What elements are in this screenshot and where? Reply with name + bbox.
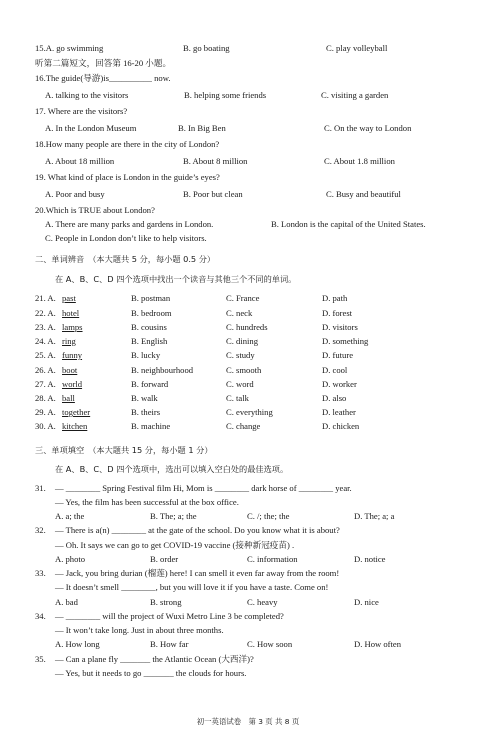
passage2-instruction-row: [0, 57, 496, 70]
q25-option-a: funny: [62, 350, 83, 360]
q23-option-c: C. hundreds: [226, 322, 268, 332]
q34-option-b: B. How far: [150, 639, 189, 649]
q23-num: 23. A.: [35, 322, 56, 332]
q34-option-c: C. How soon: [247, 639, 293, 649]
q20-stem-row: [0, 204, 496, 217]
q24-option-a: ring: [62, 336, 76, 346]
q33-text2: — It doesn’t smell ________, but you will love it if you have a taste. Come on!: [55, 582, 329, 592]
section3-heading: 三、单项填空 （本大题共 15 分，每小题 1 分）: [35, 445, 213, 455]
q34-text1: — ________ will the project of Wuxi Metro Line 3 be completed?: [55, 611, 284, 621]
q16-stem: 16.The guide(导游)is__________ now.: [35, 73, 171, 83]
q35-text2: — Yes, but it needs to go _______ the clouds for hours.: [55, 668, 247, 678]
q31-text1: — ________ Spring Festival film Hi, Mom is ________ dark horse of ________ year.: [55, 483, 352, 493]
q20-option-c: C. People in London don’t like to help visitors.: [45, 233, 207, 243]
q34-option-d: D. How often: [354, 639, 402, 649]
q22-option-c: C. neck: [226, 308, 253, 318]
q18-option-a: A. About 18 million: [45, 156, 115, 166]
q15-options: [0, 42, 496, 55]
q21-option-c: C. France: [226, 293, 260, 303]
q21-option-b: B. postman: [131, 293, 171, 303]
q32-num: 32.: [35, 525, 46, 535]
q23-row: [0, 321, 496, 334]
q32-option-c: C. information: [247, 554, 298, 564]
q27-option-b: B. forward: [131, 379, 169, 389]
q24-option-c: C. dining: [226, 336, 258, 346]
section3-instruction-row: [0, 463, 496, 476]
q22-option-b: B. bedroom: [131, 308, 172, 318]
q21-option-d: D. path: [322, 293, 348, 303]
q17-option-c: C. On the way to London: [324, 123, 412, 133]
q25-num: 25. A.: [35, 350, 56, 360]
q28-option-b: B. walk: [131, 393, 158, 403]
q33-text1: — Jack, you bring durian (榴莲) here! I can smell it even far away from the room!: [55, 568, 340, 578]
q20-option-b: B. London is the capital of the United States.: [271, 219, 426, 229]
q22-option-d: D. forest: [322, 308, 353, 318]
q25-option-b: B. lucky: [131, 350, 161, 360]
q24-option-d: D. something: [322, 336, 369, 346]
q34-option-a: A. How long: [55, 639, 100, 649]
q33-option-b: B. strong: [150, 597, 182, 607]
q19-option-c: C. Busy and beautiful: [326, 189, 401, 199]
q32-option-b: B. order: [150, 554, 179, 564]
q23-option-b: B. cousins: [131, 322, 167, 332]
q16-option-a: A. talking to the visitors: [45, 90, 129, 100]
q29-option-d: D. leather: [322, 407, 356, 417]
q30-option-c: C. change: [226, 421, 261, 431]
q33-num: 33.: [35, 568, 46, 578]
q24-option-b: B. English: [131, 336, 168, 346]
section2-heading-row: [0, 253, 496, 266]
q24-row: [0, 335, 496, 348]
q27-option-c: C. word: [226, 379, 254, 389]
q31-text2: — Yes, the film has been successful at the box office.: [55, 497, 239, 507]
q27-option-d: D. worker: [322, 379, 357, 389]
q31-options: [0, 510, 496, 523]
q34-line1: [0, 610, 496, 623]
q35-text1: — Can a plane fly _______ the Atlantic Ocean (大西洋)?: [55, 654, 254, 664]
q30-option-d: D. chicken: [322, 421, 360, 431]
q17-option-b: B. In Big Ben: [178, 123, 226, 133]
q29-option-c: C. everything: [226, 407, 273, 417]
q31-option-b: B. The; a; the: [150, 511, 197, 521]
q32-line2: [0, 539, 496, 552]
section3-instruction: 在 A、B、C、D 四个选项中，选出可以填入空白处的最佳选项。: [55, 464, 289, 474]
q33-line2: [0, 581, 496, 594]
q21-option-a: past: [62, 293, 76, 303]
q25-row: [0, 349, 496, 362]
q26-option-c: C. smooth: [226, 365, 262, 375]
q18-option-b: B. About 8 million: [183, 156, 248, 166]
q35-num: 35.: [35, 654, 46, 664]
q26-row: [0, 364, 496, 377]
q25-option-c: C. study: [226, 350, 255, 360]
q19-options: [0, 188, 496, 201]
q16-stem-row: [0, 72, 496, 85]
q32-text1: — There is a(n) ________ at the gate of the school. Do you know what it is about?: [55, 525, 340, 535]
q29-option-a: together: [62, 407, 91, 417]
q28-option-d: D. also: [322, 393, 347, 403]
q34-num: 34.: [35, 611, 46, 621]
q32-options: [0, 553, 496, 566]
q28-option-c: C. talk: [226, 393, 249, 403]
q19-stem: 19. What kind of place is London in the guide’s eyes?: [35, 172, 220, 182]
q25-option-d: D. future: [322, 350, 354, 360]
q35-line1: [0, 653, 496, 666]
q31-option-c: C. /; the; the: [247, 511, 290, 521]
q27-option-a: world: [62, 379, 83, 389]
q33-option-a: A. bad: [55, 597, 78, 607]
section2-instruction-row: [0, 273, 496, 286]
q23-option-a: lamps: [62, 322, 83, 332]
q15-option-c: C. play volleyball: [326, 43, 388, 53]
q18-options: [0, 155, 496, 168]
q19-stem-row: [0, 171, 496, 184]
q24-num: 24. A.: [35, 336, 56, 346]
q33-option-d: D. nice: [354, 597, 379, 607]
q28-num: 28. A.: [35, 393, 56, 403]
q22-option-a: hotel: [62, 308, 80, 318]
q31-option-a: A. a; the: [55, 511, 85, 521]
q32-option-d: D. notice: [354, 554, 386, 564]
q15-option-a: 15.A. go swimming: [35, 43, 104, 53]
q18-stem-row: [0, 138, 496, 151]
q29-option-b: B. theirs: [131, 407, 161, 417]
q19-option-a: A. Poor and busy: [45, 189, 105, 199]
q31-line2: [0, 496, 496, 509]
q28-option-a: ball: [62, 393, 75, 403]
page-footer: 初一英语试卷 第 3 页 共 8 页: [196, 717, 300, 726]
q20-stem: 20.Which is TRUE about London?: [35, 205, 155, 215]
q33-line1: [0, 567, 496, 580]
q16-option-c: C. visiting a garden: [321, 90, 389, 100]
q29-num: 29. A.: [35, 407, 56, 417]
q17-option-a: A. In the London Museum: [45, 123, 137, 133]
q28-row: [0, 392, 496, 405]
q30-option-b: B. machine: [131, 421, 171, 431]
q31-num: 31.: [35, 483, 46, 493]
q30-row: [0, 420, 496, 433]
q29-row: [0, 406, 496, 419]
q31-line1: [0, 482, 496, 495]
q21-row: [0, 292, 496, 305]
q33-option-c: C. heavy: [247, 597, 278, 607]
q19-option-b: B. Poor but clean: [183, 189, 243, 199]
q34-line2: [0, 624, 496, 637]
q22-num: 22. A.: [35, 308, 56, 318]
q16-option-b: B. helping some friends: [184, 90, 267, 100]
q26-option-a: boot: [62, 365, 78, 375]
q20-options-2: [0, 232, 496, 245]
q23-option-d: D. visitors: [322, 322, 358, 332]
section2-instruction: 在 A、B、C、D 四个选项中找出一个读音与其他三个不同的单词。: [55, 274, 297, 284]
section3-heading-row: [0, 444, 496, 457]
q26-option-d: D. cool: [322, 365, 348, 375]
q30-option-a: kitchen: [62, 421, 88, 431]
q21-num: 21. A.: [35, 293, 56, 303]
q17-stem-row: [0, 105, 496, 118]
q30-num: 30. A.: [35, 421, 56, 431]
q15-option-b: B. go boating: [183, 43, 230, 53]
q27-num: 27. A.: [35, 379, 56, 389]
q31-option-d: D. The; a; a: [354, 511, 395, 521]
q34-options: [0, 638, 496, 651]
passage2-instruction: 听第二篇短文，回答第 16-20 小题。: [35, 58, 172, 68]
q18-stem: 18.How many people are there in the city of London?: [35, 139, 220, 149]
q26-option-b: B. neighbourhood: [131, 365, 194, 375]
q32-line1: [0, 524, 496, 537]
q27-row: [0, 378, 496, 391]
q35-line2: [0, 667, 496, 680]
q16-options: [0, 89, 496, 102]
q32-option-a: A. photo: [55, 554, 86, 564]
q22-row: [0, 307, 496, 320]
q33-options: [0, 596, 496, 609]
q26-num: 26. A.: [35, 365, 56, 375]
q20-option-a: A. There are many parks and gardens in London.: [45, 219, 214, 229]
q17-options: [0, 122, 496, 135]
q17-stem: 17. Where are the visitors?: [35, 106, 128, 116]
q32-text2: — Oh. It says we can go to get COVID-19 vaccine (接种新冠疫苗) .: [55, 540, 295, 550]
section2-heading: 二、单词辨音 （本大题共 5 分，每小题 0.5 分）: [35, 254, 216, 264]
q20-options-1: [0, 218, 496, 231]
q18-option-c: C. About 1.8 million: [324, 156, 395, 166]
q34-text2: — It won’t take long. Just in about three months.: [55, 625, 224, 635]
